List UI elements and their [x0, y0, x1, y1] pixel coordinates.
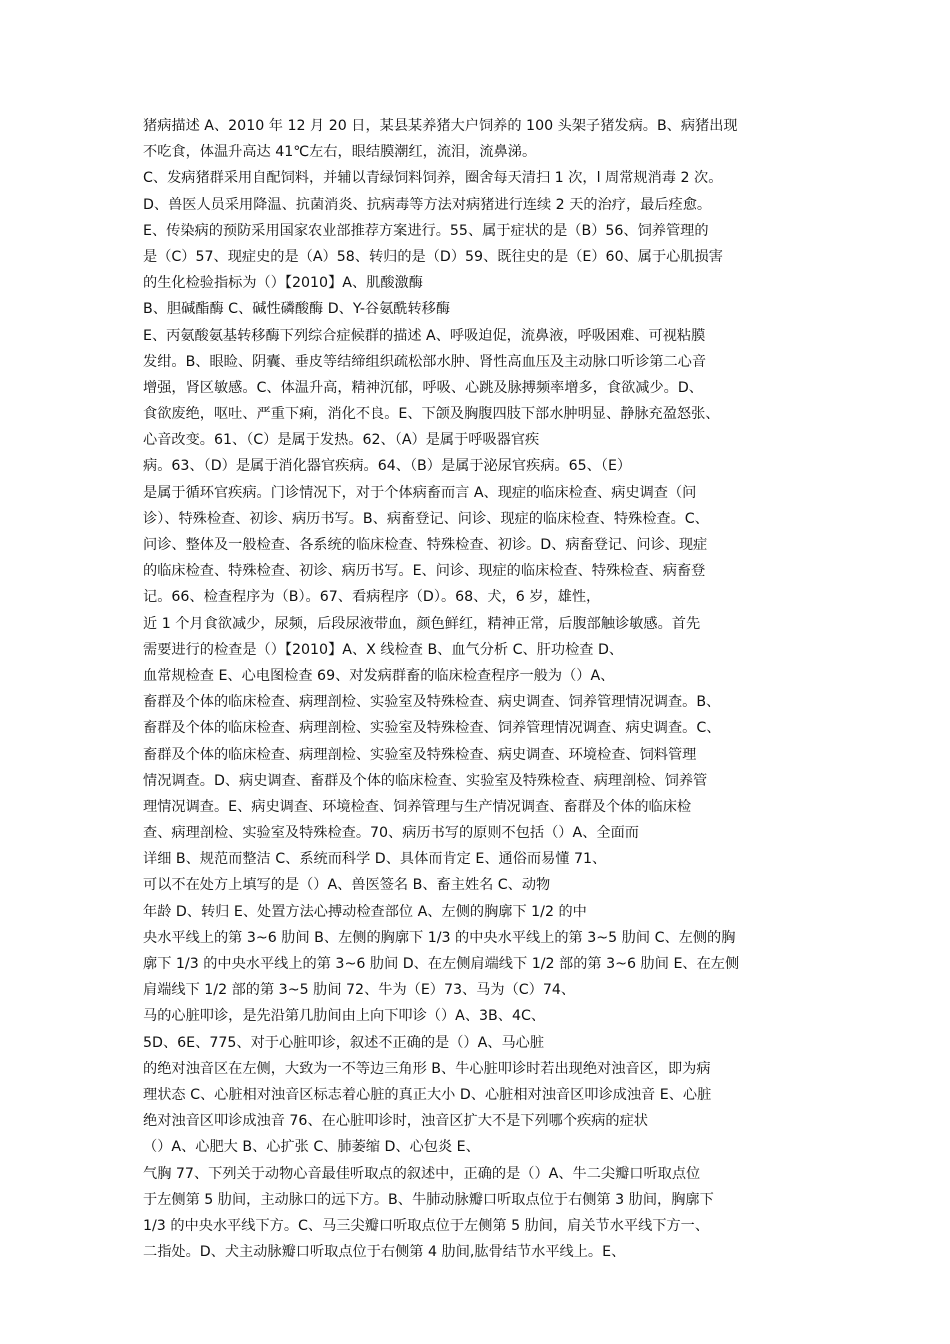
text-line: 气胸 77、下列关于动物心音最佳听取点的叙述中，正确的是（）A、牛二尖瓣口听取点位 [143, 1165, 701, 1182]
text-line: 肩端线下 1/2 部的第 3~5 肋间 72、牛为（E）73、马为（C）74、 [143, 982, 576, 999]
text-line: 心音改变。61、（C）是属于发热。62、（A）是属于呼吸器官疾 [143, 432, 540, 449]
text-line: E、丙氨酸氨基转移酶下列综合症候群的描述 A、呼吸迫促，流鼻液，呼吸困难、可视粘膜 [143, 327, 706, 344]
text-line: 是（C）57、现症史的是（A）58、转归的是（D）59、既往史的是（E）60、属于心肌损害 [143, 248, 723, 265]
text-line: 理情况调查。E、病史调查、环境检查、饲养管理与生产情况调查、畜群及个体的临床检 [143, 798, 692, 815]
text-line: 于左侧第 5 肋间，主动脉口的远下方。B、牛肺动脉瓣口听取点位于右侧第 3 肋间，胸廓下 [143, 1191, 714, 1208]
document-body [143, 113, 823, 1265]
text-line: 5D、6E、775、对于心脏叩诊，叙述不正确的是（）A、马心脏 [143, 1034, 545, 1051]
text-line: 诊）、特殊检查、初诊、病历书写。B、病畜登记、问诊、现症的临床检查、特殊检查。C、 [143, 510, 709, 527]
text-line: 发绀。B、眼睑、阴囊、垂皮等结缔组织疏松部水肿、肾性高血压及主动脉口听诊第二心音 [143, 353, 707, 370]
text-line: 理状态 C、心脏相对浊音区标志着心脏的真正大小 D、心脏相对浊音区叩诊成浊音 E、心脏 [143, 1086, 712, 1103]
text-line: 年龄 D、转归 E、处置方法心搏动检查部位 A、左侧的胸廓下 1/2 的中 [143, 903, 587, 920]
text-line: 问诊、整体及一般检查、各系统的临床检查、特殊检查、初诊。D、病畜登记、问诊、现症 [143, 537, 708, 553]
text-line: 增强，肾区敏感。C、体温升高，精神沉郁，呼吸、心跳及脉搏频率增多，食欲减少。D、 [143, 379, 703, 396]
text-line: 可以不在处方上填写的是（）A、兽医签名 B、畜主姓名 C、动物 [143, 877, 551, 894]
text-line: 畜群及个体的临床检查、病理剖检、实验室及特殊检查、病史调查、饲养管理情况调查。B、 [143, 694, 721, 711]
text-line: 央水平线上的第 3~6 肋间 B、左侧的胸廓下 1/3 的中央水平线上的第 3~5 肋间 C、左侧的胸 [143, 929, 736, 946]
text-line: 绝对浊音区叩诊成浊音 76、在心脏叩诊时，浊音区扩大不是下列哪个疾病的症状 [143, 1113, 648, 1130]
text-line: D、兽医人员采用降温、抗菌消炎、抗病毒等方法对病猪进行连续 2 天的治疗，最后痊愈。 [143, 196, 712, 213]
text-line: E、传染病的预防采用国家农业部推荐方案进行。55、属于症状的是（B）56、饲养管理的 [143, 222, 709, 239]
text-line: 血常规检查 E、心电图检查 69、对发病群畜的临床检查程序一般为（）A、 [143, 667, 615, 684]
text-line: 二指处。D、犬主动脉瓣口听取点位于右侧第 4 肋间,肱骨结节水平线上。E、 [143, 1244, 626, 1261]
text-line: 详细 B、规范而整洁 C、系统而科学 D、具体而肯定 E、通俗而易懂 71、 [143, 851, 607, 868]
text-line: 病。63、（D）是属于消化器官疾病。64、（B）是属于泌尿官疾病。65、（E） [143, 458, 632, 475]
text-line: B、胆碱酯酶 C、碱性磷酸酶 D、Y-谷氨酰转移酶 [143, 301, 451, 318]
text-line: 的临床检查、特殊检查、初诊、病历书写。E、问诊、现症的临床检查、特殊检查、病畜登 [143, 563, 706, 580]
text-line: 需要进行的检查是（）【2010】A、X 线检查 B、血气分析 C、肝功检查 D、 [143, 641, 624, 658]
text-line: 的生化检验指标为（）【2010】A、肌酸激酶 [143, 275, 423, 292]
text-line: 记。66、检查程序为（B）。67、看病程序（D）。68、犬，6 岁，雄性， [143, 589, 601, 606]
text-line: 情况调查。D、病史调查、畜群及个体的临床检查、实验室及特殊检查、病理剖检、饲养管 [143, 772, 708, 789]
text-line: 畜群及个体的临床检查、病理剖检、实验室及特殊检查、饲养管理情况调查、病史调查。C、 [143, 720, 721, 737]
text-line: C、发病猪群采用自配饲料，并辅以青绿饲料饲养，圈舍每天清扫 1 次，l 周常规消毒 2 次。 [143, 170, 723, 187]
text-line: 不吃食，体温升高达 41℃左右，眼结膜潮红，流泪，流鼻涕。 [143, 144, 537, 161]
text-line: 猪病描述 A、2010 年 12 月 20 日，某县某养猪大户饲养的 100 头架子猪发病。B、病猪出现 [143, 118, 738, 134]
text-line: 近 1 个月食欲减少，尿频，后段尿液带血，颜色鲜红，精神正常，后腹部触诊敏感。首先 [143, 615, 701, 632]
text-line: 畜群及个体的临床检查、病理剖检、实验室及特殊检查、病史调查、环境检查、饲料管理 [143, 746, 697, 763]
text-line: 马的心脏叩诊，是先沿第几肋间由上向下叩诊（）A、3B、4C、 [143, 1008, 546, 1025]
text-line: 食欲废绝，呕吐、严重下痢，消化不良。E、下颌及胸腹四肢下部水肿明显、静脉充盈怒张、 [143, 406, 720, 423]
text-line: （）A、心肥大 B、心扩张 C、肺萎缩 D、心包炎 E、 [143, 1139, 480, 1156]
text-line: 廓下 1/3 的中央水平线上的第 3~6 肋间 D、在左侧肩端线下 1/2 部的第 3~6 肋间 E、在左侧 [143, 956, 740, 972]
text-line: 1/3 的中央水平线下方。C、马三尖瓣口听取点位于左侧第 5 肋间，肩关节水平线下方一、 [143, 1217, 710, 1234]
text-line: 的绝对浊音区在左侧，大致为一不等边三角形 B、牛心脏叩诊时若出现绝对浊音区，即为病 [143, 1060, 711, 1077]
text-line: 是属于循环官疾病。门诊情况下，对于个体病畜而言 A、现症的临床检查、病史调查（问 [143, 484, 697, 501]
text-line: 查、病理剖检、实验室及特殊检查。70、病历书写的原则不包括（）A、全面而 [143, 825, 639, 842]
